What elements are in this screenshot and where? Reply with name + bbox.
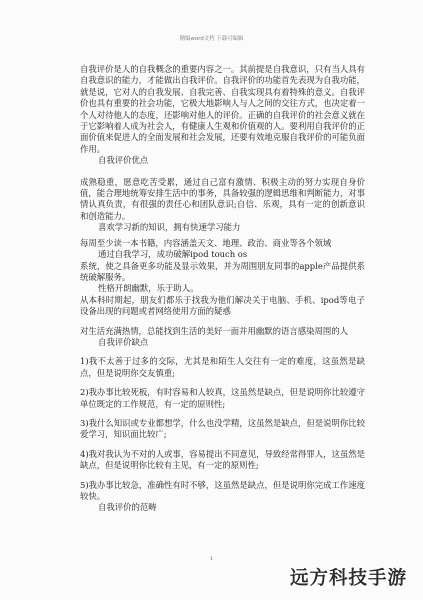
spacer xyxy=(80,410,365,418)
body-paragraph: 自我评价是人的自我概念的重要内容之一。其前提是自我意识，只有当人具有自我意识的能力，才能做出自我评价。自我评价的功能首先表现为自我功能，就是说，它对人的自我发展、自我完善、自我实现具有着特殊的意义。自我评价也具有重要的社会功能，它极大地影响人与人之间的交往方式，也决定着一个人对待他人的态度，还影响对他人的评价。正确的自我评价的社会意义就在于它影响着人成为社会人，有健康人生观和价值观的人。要利用自我评价的正面价值来促进人的全面发展和社会发展，还要有效地克服自我评价的可能负面作用。 xyxy=(80,64,365,154)
body-paragraph: 系统，使之具备更多功能及显示效果，并为周围朋友同事的apple产品提供系统破解服务。 xyxy=(80,260,365,282)
watermark-text: 远方科技手游 xyxy=(289,568,407,589)
spacer xyxy=(80,379,365,387)
spacer xyxy=(80,348,365,356)
spacer xyxy=(80,472,365,480)
spacer xyxy=(80,441,365,449)
section-heading: 喜欢学习新的知识，拥有快速学习能力 xyxy=(98,222,241,233)
page-number: 1 xyxy=(209,556,214,562)
section-heading: 自我评价缺点 xyxy=(98,336,149,347)
body-paragraph: 对生活充满热情，总能找到生活的美好一面并用幽默的语言感染周围的人 xyxy=(80,325,348,336)
body-paragraph: 成熟稳重，愿意吃苦受累，通过自己富有激情、积极主动的努力实现自身价值，能合理地统筹安排生活中的事务，具备较强的逻辑思维和判断能力，对事情认真负责，有很强的责任心和团队意识;自信、乐观，具有一定的创新意识和创造能力。 xyxy=(80,176,365,221)
spacer xyxy=(80,318,365,326)
page-header: 精编word文档 下载可编辑 xyxy=(179,36,244,42)
body-paragraph: 5)我办事比较急，准确性有时不够，这虽然是缺点，但是说明你完成工作速度较快。 xyxy=(80,479,365,501)
document-body xyxy=(80,64,365,514)
body-paragraph: 1)我不太善于过多的交际，尤其是和陌生人交往有一定的难度，这虽然是缺点，但是说明你交友慎重; xyxy=(80,356,365,378)
body-paragraph: 从本科时期起，朋友们都乐于找我为他们解决关于电脑、手机、ipod等电子设备出现的问题或者网络使用方面的疑惑 xyxy=(80,294,365,317)
section-heading: 通过自我学习，成功破解ipod touch os xyxy=(98,249,248,260)
body-paragraph: 2)我办事比较死板，有时容易和人较真，这虽然是缺点，但是说明你比较遵守单位既定的工作规范，有一定的原则性; xyxy=(80,387,365,409)
body-paragraph: 3)我什么知识或专业都想学，什么也没学精，这虽然是缺点，但是说明你比较爱学习，知识面比较广; xyxy=(80,417,365,440)
section-heading: 自我评价的范畴 xyxy=(98,502,157,513)
body-paragraph: 4)我对我认为不对的人或事，容易提出不同意见，导致经常得罪人，这虽然是缺点，但是说明你比较有主见，有一定的原则性; xyxy=(80,448,365,471)
section-heading: 性格开朗幽默，乐于助人。 xyxy=(98,283,199,294)
section-heading: 自我评价优点 xyxy=(98,155,149,166)
body-paragraph: 每周至少读一本书籍，内容涵盖天文、地理、政治、商业等各个领域 xyxy=(80,237,332,248)
spacer xyxy=(80,167,365,177)
